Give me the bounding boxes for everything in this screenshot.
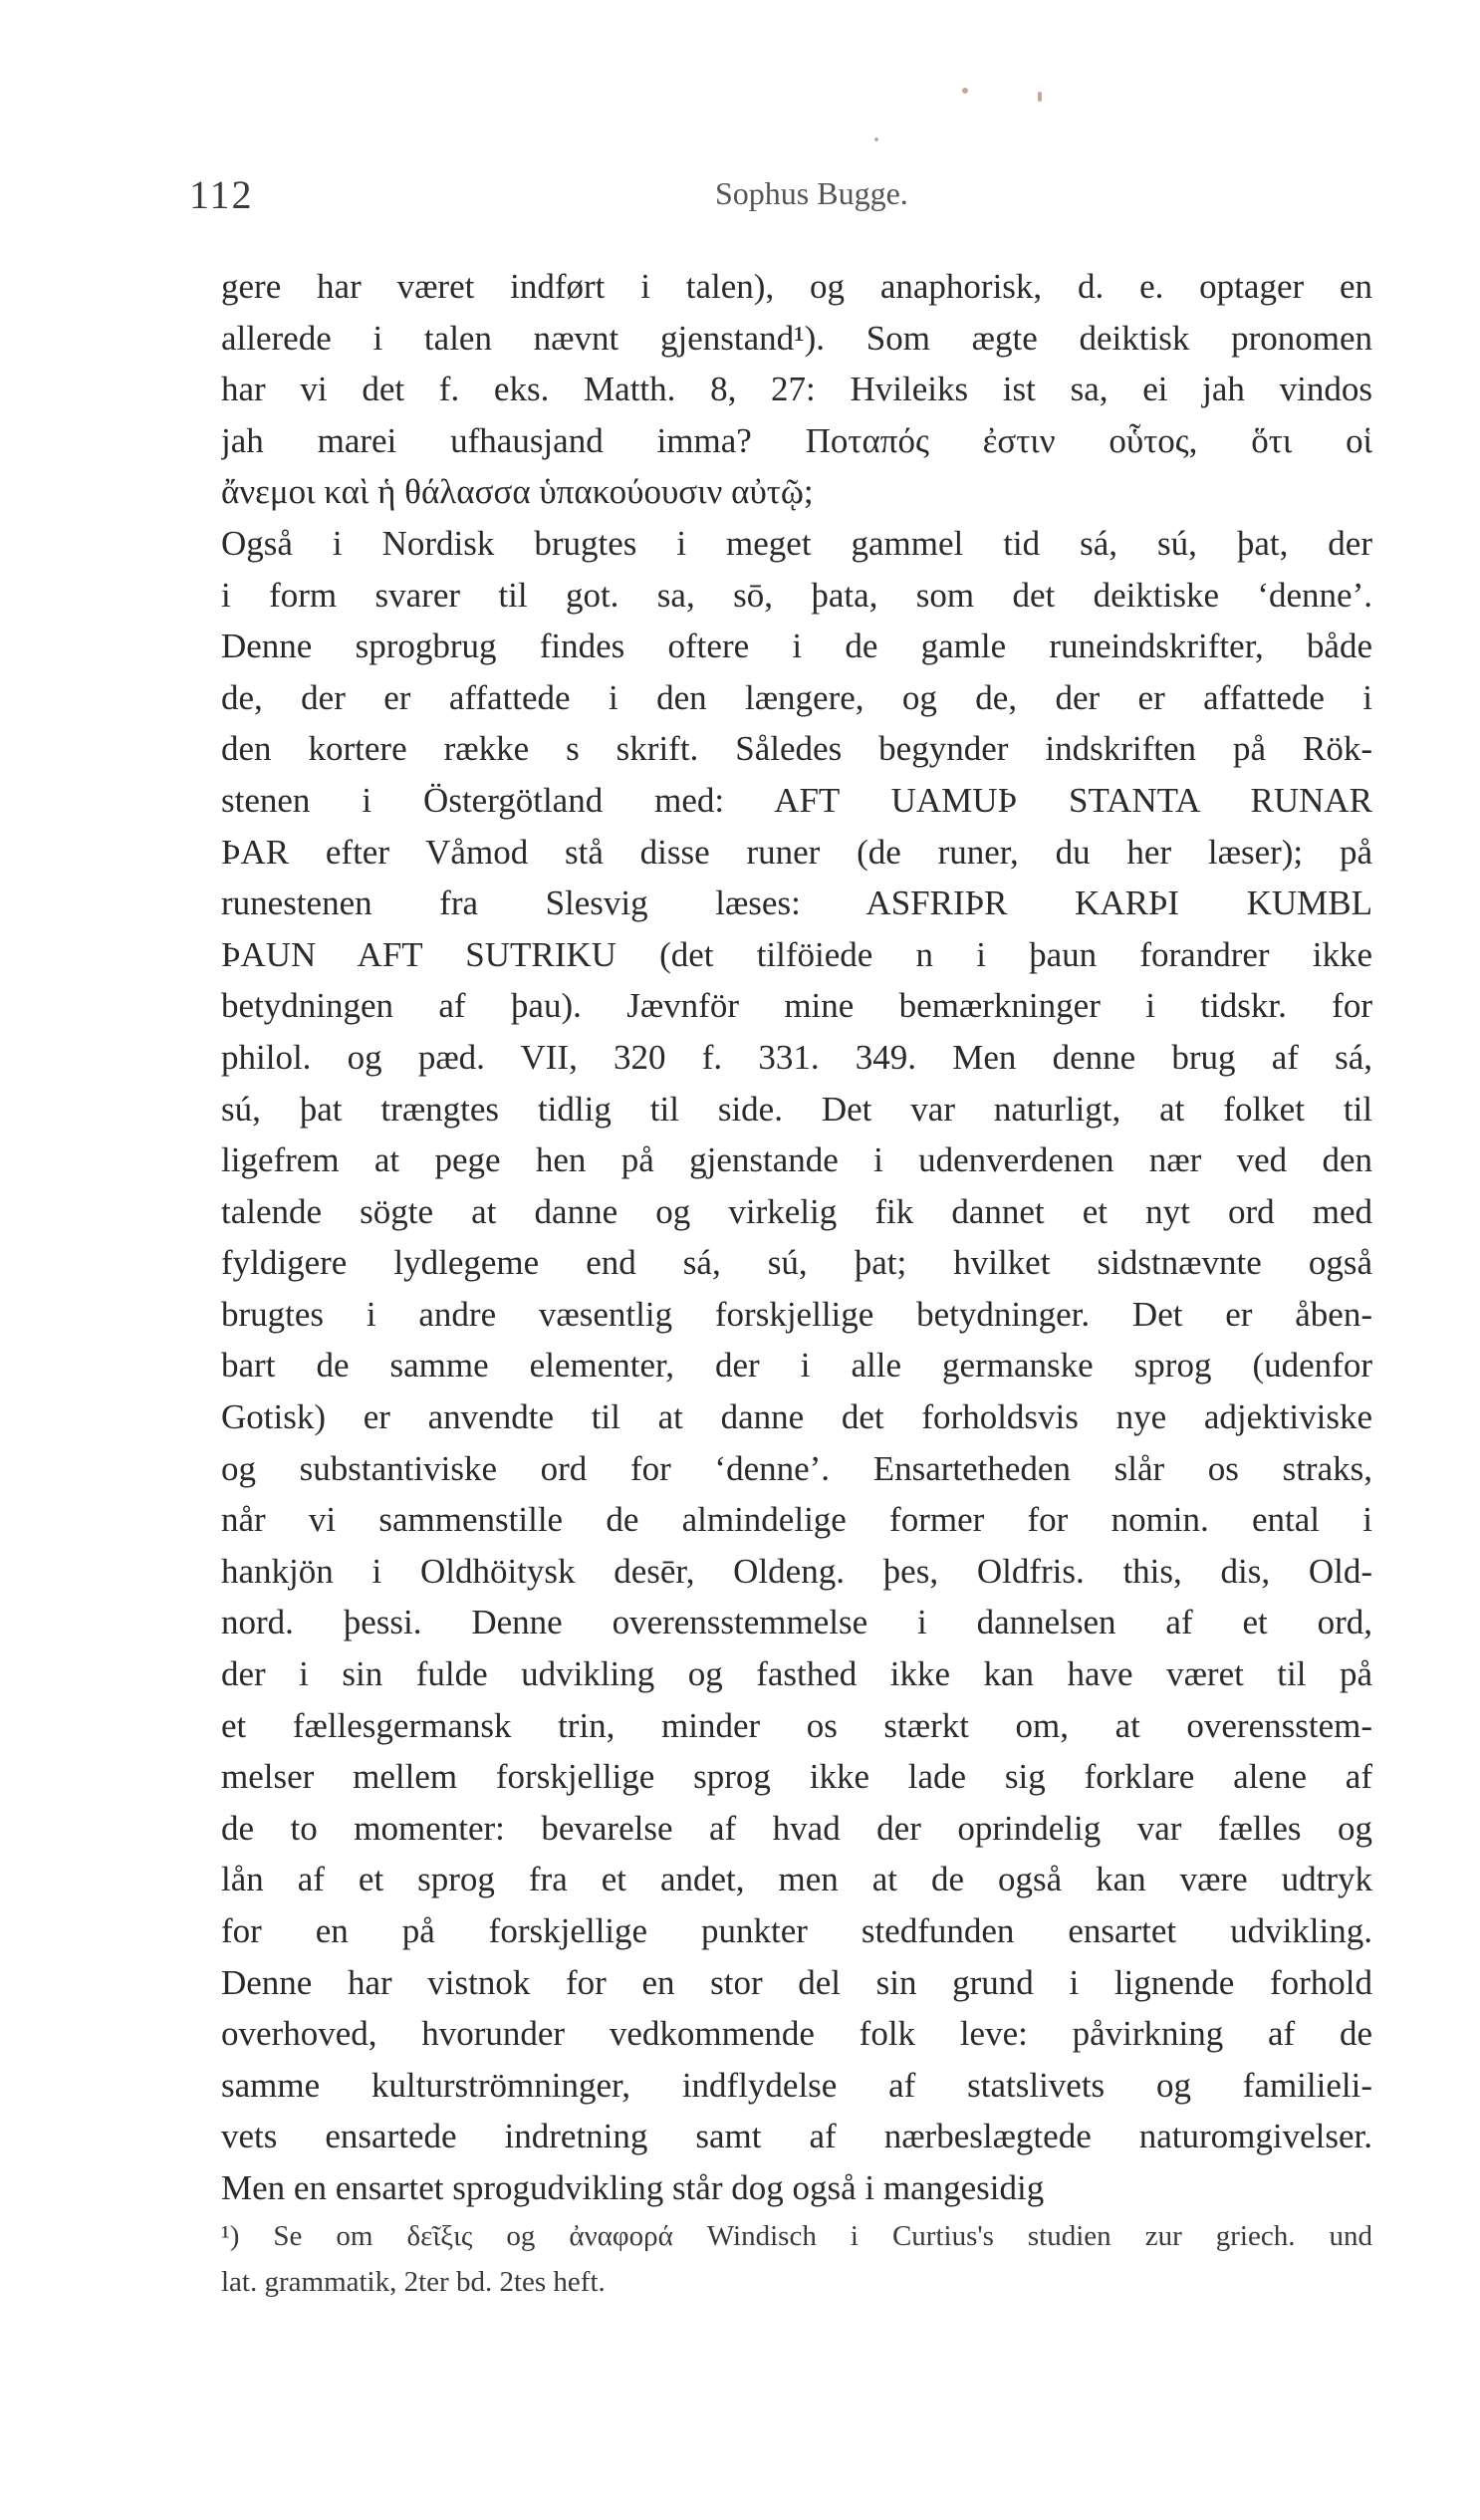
text-line: hankjön i Oldhöitysk desēr, Oldeng. þes, Oldfris. this, dis, Old- — [221, 1551, 1372, 1591]
ink-smudge — [1038, 92, 1042, 102]
text-line: sú, þat trængtes tidlig til side. Det var naturligt, at folket til — [221, 1089, 1372, 1129]
body-text — [221, 261, 1372, 2214]
text-line: ἄνεμοι καὶ ἡ θάλασσα ὑπακούουσιν αὐτῷ; — [221, 472, 814, 512]
text-line: fyldigere lydlegeme end sá, sú, þat; hvilket sidstnævnte også — [221, 1243, 1372, 1283]
text-line: ÞAUN AFT SUTRIKU (det tilföiede n i þaun forandrer ikke — [221, 934, 1372, 974]
text-line: bart de samme elementer, der i alle germanske sprog (udenfor — [221, 1346, 1372, 1386]
text-line: der i sin fulde udvikling og fasthed ikke kan have været til på — [221, 1654, 1372, 1694]
text-line: philol. og pæd. VII, 320 f. 331. 349. Men denne brug af sá, — [221, 1037, 1372, 1077]
text-line: har vi det f. eks. Matth. 8, 27: Hvileiks ist sa, ei jah vindos — [221, 370, 1372, 409]
ink-smudge — [962, 88, 968, 94]
running-head: Sophus Bugge. — [715, 175, 908, 211]
footnote-line: ¹) Se om δεῖξις og ἀναφορά Windisch i Curtius's studien zur griech. und — [221, 2220, 1372, 2252]
text-line: for en på forskjellige punkter stedfunden ensartet udvikling. — [221, 1911, 1372, 1950]
text-line: Også i Nordisk brugtes i meget gammel tid sá, sú, þat, der — [221, 523, 1372, 563]
ink-smudge — [874, 137, 878, 141]
text-line: og substantiviske ord for ‘denne’. Ensartetheden slår os straks, — [221, 1448, 1372, 1488]
text-line: jah marei ufhausjand imma? Ποταπός ἐστιν οὗτος, ὅτι οἱ — [221, 420, 1372, 460]
text-line: stenen i Östergötland med: AFT UAMUÞ STANTA RUNAR — [221, 780, 1372, 820]
text-line: når vi sammenstille de almindelige former for nomin. ental i — [221, 1500, 1372, 1540]
text-line: lån af et sprog fra et andet, men at de også kan være udtryk — [221, 1860, 1372, 1899]
text-line: den kortere række s skrift. Således begynder indskriften på Rök- — [221, 729, 1372, 769]
text-line: Gotisk) er anvendte til at danne det forholdsvis nye adjektiviske — [221, 1397, 1372, 1437]
text-line: Denne sprogbrug findes oftere i de gamle runeindskrifter, både — [221, 627, 1372, 666]
text-line: de to momenter: bevarelse af hvad der oprindelig var fælles og — [221, 1808, 1372, 1848]
text-line: melser mellem forskjellige sprog ikke lade sig forklare alene af — [221, 1757, 1372, 1797]
page-header — [189, 171, 1335, 221]
text-line: de, der er affattede i den længere, og de, der er affattede i — [221, 677, 1372, 717]
text-line: vets ensartede indretning samt af nærbeslægtede naturomgivelser. — [221, 2117, 1372, 2156]
text-line: i form svarer til got. sa, sō, þata, som det deiktiske ‘denne’. — [221, 575, 1372, 615]
text-line: ligefrem at pege hen på gjenstande i udenverdenen nær ved den — [221, 1140, 1372, 1180]
text-line: betydningen af þau). Jævnför mine bemærkninger i tidskr. for — [221, 986, 1372, 1026]
text-line: samme kulturströmninger, indflydelse af statslivets og familieli- — [221, 2065, 1372, 2105]
text-line: Men en ensartet sprogudvikling står dog også i mangesidig — [221, 2167, 1045, 2207]
text-line: brugtes i andre væsentlig forskjellige betydninger. Det er åben- — [221, 1294, 1372, 1334]
text-line: gere har været indført i talen), og anaphorisk, d. e. optager en — [221, 267, 1372, 306]
page-number: 112 — [189, 172, 254, 217]
text-line: allerede i talen nævnt gjenstand¹). Som ægte deiktisk pronomen — [221, 318, 1372, 358]
text-line: talende sögte at danne og virkelig fik dannet et nyt ord med — [221, 1191, 1372, 1231]
text-line: Denne har vistnok for en stor del sin grund i lignende forhold — [221, 1962, 1372, 2002]
text-line: nord. þessi. Denne overensstemmelse i dannelsen af et ord, — [221, 1603, 1372, 1642]
text-line: runestenen fra Slesvig læses: ASFRIÞR KARÞI KUMBL — [221, 883, 1372, 923]
text-line: ÞAR efter Våmod stå disse runer (de runer, du her læser); på — [221, 832, 1372, 872]
text-line: et fællesgermansk trin, minder os stærkt om, at overensstem- — [221, 1705, 1372, 1745]
footnotes — [221, 2213, 1372, 2305]
footnote-line: lat. grammatik, 2ter bd. 2tes heft. — [221, 2266, 606, 2298]
text-line: overhoved, hvorunder vedkommende folk leve: påvirkning af de — [221, 2014, 1372, 2054]
